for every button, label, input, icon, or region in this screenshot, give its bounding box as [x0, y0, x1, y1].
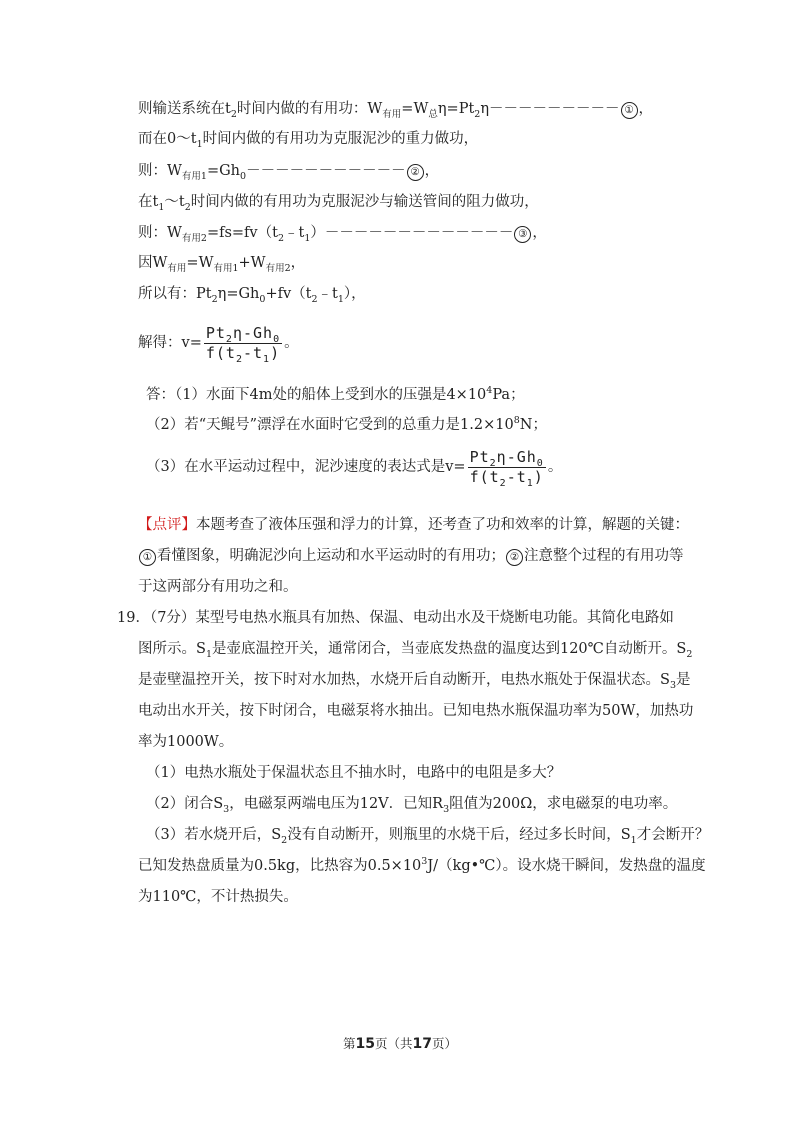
answer-line-1: 答：（1）水面下4m处的船体上受到水的压强是$4\times 10^4Pa$；: [146, 385, 525, 403]
fraction-numerator: $Pt_2\eta-Gh_0$: [469, 447, 544, 469]
question-line-3: 是壶壁温控开关，按下时对水加热，水烧开后自动断开，电热水瓶处于保温状态。$S_3$是: [138, 672, 691, 691]
question-line-2: 图所示。$S_1$是壶底温控开关，通常闭合，当壶底发热盘的温度达到120℃自动断开。$S_2$: [138, 641, 693, 660]
circled-1-marker: ①: [139, 549, 156, 566]
fraction-numerator: $Pt_2\eta-Gh_0$: [205, 323, 281, 345]
velocity-fraction-answer: [468, 448, 546, 487]
fraction-denominator: $f(t_2-t_1)$: [205, 343, 281, 365]
sub-question-3: （3）若水烧开后，$S_2$没有自动断开，则瓶里的水烧干后，经过多长时间，$S_1$才会断开？: [146, 827, 710, 846]
derivation-line-3: 则：$W_{有用1}=Gh_0-----------$ ② ，: [138, 163, 440, 182]
comment-line-2: ① 看懂图象，明确泥沙向上运动和水平运动时的有用功； ② 注意整个过程的有用功等: [138, 546, 684, 566]
sub-question-2: （2）闭合$S_3$，电磁泵两端电压为12V．已知$R_3$阻值为200Ω，求电磁泵的电功率。: [146, 796, 678, 815]
velocity-fraction: [204, 324, 282, 363]
derivation-line-1: 则输送系统在$t_2$时间内做的有用功：$W_{有用}=W_总\eta=Pt_2\eta---------$ ① ，: [138, 101, 654, 120]
derivation-line-6: 因$W_{有用}=W_{有用1}+W_{有用2}$，: [138, 255, 306, 274]
derivation-line-4: 在$t_1\sim t_2$时间内做的有用功为克服泥沙与输送管间的阻力做功，: [138, 194, 539, 213]
circled-1-marker: ①: [621, 102, 638, 119]
sub-question-1: （1）电热水瓶处于保温状态且不抽水时，电路中的电阻是多大？: [146, 765, 562, 781]
sub-question-3-line-3: 为110℃，不计热损失。: [138, 889, 298, 905]
fraction-denominator: $f(t_2-t_1)$: [469, 467, 544, 489]
question-line-5: 率为1000W。: [138, 734, 234, 750]
circled-3-marker: ③: [514, 226, 531, 243]
derivation-line-8-solution: 解得：v= $\frac{Pt_2\eta-Gh_0}{f(t_2-t_1)}$ 。: [138, 323, 299, 365]
page-number: 15: [355, 1036, 375, 1052]
circled-2-marker: ②: [407, 164, 424, 181]
answer-line-3: （3）在水平运动过程中，泥沙速度的表达式是v= $\frac{Pt_2\eta-Gh_0}{f(t_2-t_1)}$ 。: [146, 447, 563, 489]
derivation-line-7: 所以有：$Pt_2\eta=Gh_0+fv(t_2﹣t_1)$，: [138, 286, 366, 305]
circled-2-marker: ②: [506, 549, 523, 566]
page-total: 17: [412, 1036, 432, 1052]
comment-tag: 【点评】: [138, 517, 196, 533]
sub-question-3-line-2: 已知发热盘质量为0.5kg，比热容为$0.5\times 10^3J/(kg•℃)$。设水烧干瞬间，发热盘的温度: [138, 856, 706, 874]
comment-line-3: 于这两部分有用功之和。: [138, 579, 298, 595]
derivation-line-2: 而在$0\sim t_1$时间内做的有用功为克服泥沙的重力做功，: [138, 131, 479, 150]
answer-line-2: （2）若“天鲲号”漂浮在水面时它受到的总重力是$1.2\times 10^8N$；: [146, 415, 547, 433]
question-line-4: 电动出水开关，按下时闭合，电磁泵将水抽出。已知电热水瓶保温功率为50W，加热功: [138, 703, 694, 719]
derivation-line-5: 则：$W_{有用2}=fs=fv(t_2﹣t_1)-------------$ ③ ，: [138, 225, 547, 244]
comment-line-1: 【点评】本题考查了液体压强和浮力的计算，还考查了功和效率的计算，解题的关键：: [138, 517, 689, 533]
page-footer: 第15页（共17页）: [342, 1036, 457, 1052]
question-line-1: 19．（7分）某型号电热水瓶具有加热、保温、电动出水及干烧断电功能。其简化电路如: [117, 610, 674, 626]
